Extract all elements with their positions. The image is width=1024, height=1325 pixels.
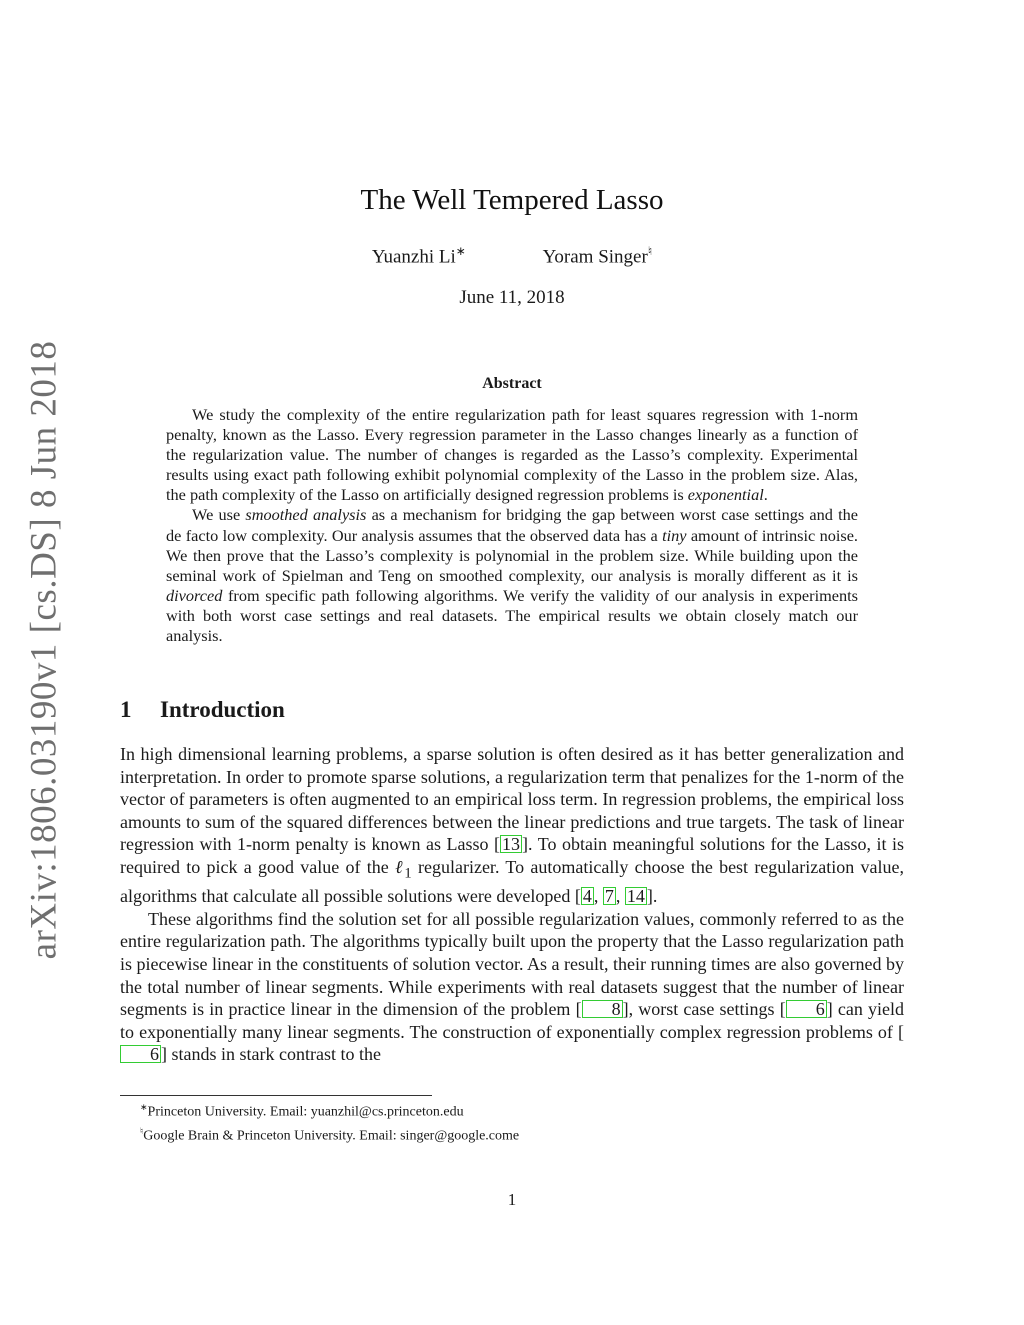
footnote-rule <box>120 1095 432 1096</box>
footnote-text: Princeton University. Email: yuanzhil@cs.princeton.edu <box>147 1104 464 1120</box>
citation-link[interactable]: 4 <box>582 886 592 907</box>
abstract-paragraph <box>166 505 858 646</box>
body-text: . <box>652 886 658 907</box>
citation-link[interactable]: 6 <box>120 1045 161 1063</box>
arxiv-stamp: arXiv:1806.03190v1 [cs.DS] 8 Jun 2018 <box>23 340 65 960</box>
footnotes <box>120 1098 820 1145</box>
section-heading <box>120 697 285 723</box>
citation-link[interactable]: 14 <box>626 886 645 907</box>
footnote-mark: ♮ <box>140 1125 144 1136</box>
citation-link[interactable]: 8 <box>582 1000 623 1018</box>
abstract-text: amount of intrinsic noise. We then prove that the Lasso’s complexity is polynomial in the problem size. While building upon the seminal work of Spielman and Teng on smoothed complexity, our analysis is morally different as it is <box>166 525 859 585</box>
footnote <box>120 1098 820 1122</box>
body-text: can yield to exponentially many linear segments. The construction of exponentially complex regression problems of <box>120 999 904 1042</box>
abstract-text: as a mechanism for bridging the gap between worst case settings and the de facto low complexity. Our analysis assumes that the observed data has a <box>166 505 859 545</box>
abstract-emphasis: tiny <box>662 525 687 545</box>
paper-date: June 11, 2018 <box>459 287 565 308</box>
abstract-heading: Abstract <box>482 375 542 392</box>
abstract-text: . <box>763 485 768 505</box>
abstract-text: We study the complexity of the entire regularization path for least squares regression with 1-norm penalty, known as the Lasso. Every regression parameter in the Lasso changes linearly as a function of the regularization value. The number of changes is regarded as the Lasso’s complexity. Experimental results using exact path following exhibit polynomial complexity of the Lasso in the problem size. Alas, the path complexity of the Lasso on artificially designed regression problems is <box>166 405 858 505</box>
author-mark: ∗ <box>455 244 466 258</box>
intro-paragraph: In high dimensional learning problems, a sparse solution is often desired as it has better generalization and interpretation. In order to promote sparse solutions, a regularization term that penalizes for the 1-norm of the vector of parameters is often augmented to an empirical loss term. In regression problems, the empirical loss amounts to sum of the squared differences between the linear predictions and true targets. The task of linear regression with 1-norm penalty is known as Lasso [ 13 ]. To obtain meaningful solutions for the Lasso, it is required to pick a good value of the ℓ$_1$ regularizer. To automatically choose the best regularization value, algorithms that calculate all possible solutions were developed [ 4 , 7 , 14 ]. <box>120 744 905 907</box>
paper-title: The Well Tempered Lasso <box>360 184 664 216</box>
abstract-body <box>166 405 858 646</box>
abstract-emphasis: exponential <box>687 485 764 505</box>
citation-link[interactable]: 13 <box>502 834 521 855</box>
ell-symbol: ℓ <box>394 856 405 877</box>
author-name: Yoram Singer <box>542 246 648 268</box>
author <box>543 244 653 268</box>
page-number: 1 <box>507 1190 517 1209</box>
footnote-mark: ∗ <box>140 1102 148 1112</box>
body-text: , worst case settings <box>628 999 780 1020</box>
ell-subscript: 1 <box>404 865 412 882</box>
author-list <box>0 244 1024 268</box>
section-number: 1 <box>120 697 132 722</box>
abstract-text: We use <box>192 505 246 525</box>
intro-body <box>120 743 904 1066</box>
body-text: In high dimensional learning problems, a sparse solution is often desired as it has better generalization and interpretation. In order to promote sparse solutions, a regularization term that penalizes for the 1-norm of the vector of parameters is often augmented to an empirical loss term. In regression problems, the empirical loss amounts to sum of the squared differences between the linear predictions and true targets. The task of linear regression with 1-norm penalty is known as Lasso <box>120 744 904 855</box>
author-name: Yuanzhi Li <box>371 246 456 268</box>
body-text: regularizer. To automatically choose the best regularization value, algorithms that calculate all possible solutions were developed <box>120 856 905 907</box>
abstract-text: from specific path following algorithms. We verify the validity of our analysis in experiments with both worst case settings and real datasets. The empirical results we obtain closely match our analysis. <box>166 585 858 646</box>
citation-link[interactable]: 7 <box>604 886 614 907</box>
footnote <box>120 1122 820 1146</box>
abstract-emphasis: divorced <box>166 585 223 605</box>
author-mark: ♮ <box>647 244 653 258</box>
abstract-paragraph <box>166 405 858 505</box>
body-text: stands in stark contrast to the <box>167 1044 381 1065</box>
abstract-emphasis: smoothed analysis <box>245 505 367 525</box>
footnote-text: Google Brain & Princeton University. Email: singer@google.come <box>143 1128 520 1144</box>
intro-paragraph: These algorithms find the solution set for all possible regularization values, commonly referred to as the entire regularization path. The algorithms typically built upon the property that the Lasso regularization path is piecewise linear in the constituents of solution vector. As a result, their running times are also governed by the total number of linear segments. While experiments with real datasets suggest that the number of linear segments is in practice linear in the dimension of the problem [ 8 ], worst case settings [ 6 ] can yield to exponentially many linear segments. The construction of exponentially complex regression problems of [6 ] stands in stark contrast to the <box>120 908 904 1065</box>
section-title: Introduction <box>160 697 285 722</box>
author <box>372 244 466 268</box>
body-text: . To obtain meaningful solutions for the Lasso, it is required to pick a good value of the <box>120 834 904 877</box>
citation-link[interactable]: 6 <box>786 1000 827 1018</box>
body-text: These algorithms find the solution set for all possible regularization values, commonly referred to as the entire regularization path. The algorithms typically built upon the property that the Lasso regularization path is piecewise linear in the constituents of solution vector. As a result, their running times are also governed by the total number of linear segments. While experiments with real datasets suggest that the number of linear segments is in practice linear in the dimension of the problem <box>120 908 904 1020</box>
